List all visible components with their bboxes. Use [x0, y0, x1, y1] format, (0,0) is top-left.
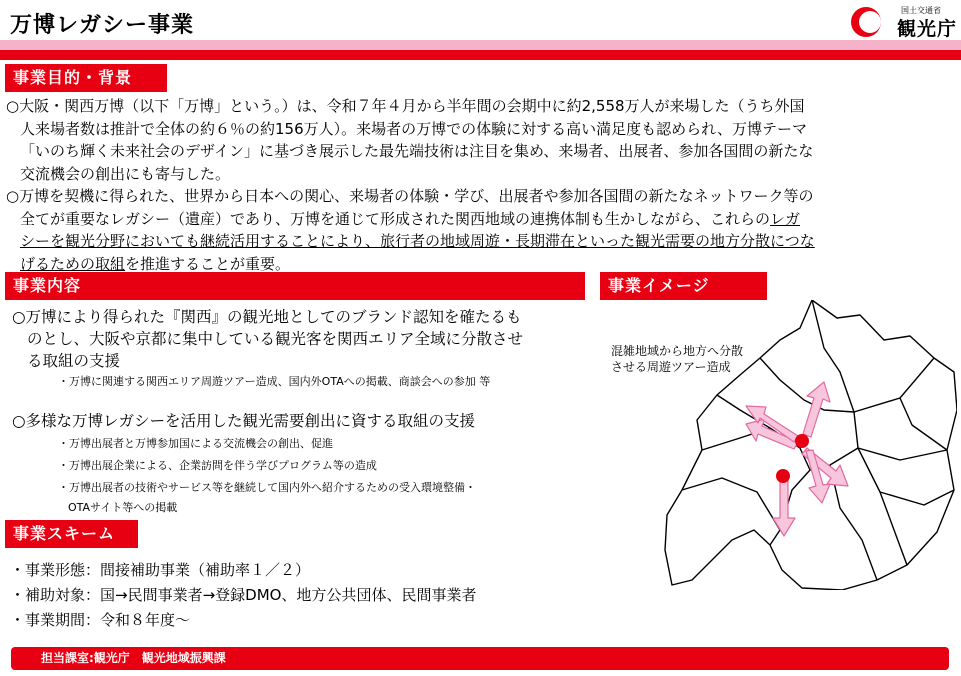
content-item-2-detail-3: ・万博出展者の技術やサービス等を継続して国内外へ紹介するための受入環境整備・	[58, 481, 476, 494]
logo-agency-text: 観光庁	[897, 18, 958, 40]
arrow-icon	[773, 480, 795, 536]
map-border	[682, 478, 780, 530]
underlined-text: げるための取組	[20, 254, 126, 273]
map-caption: 混雑地域から地方へ分散 させる周遊ツアー造成	[611, 344, 744, 374]
logo-ministry-text: 国土交通省	[901, 6, 941, 15]
kyoto-location-dot	[795, 434, 809, 448]
page-title: 万博レガシー事業	[10, 13, 195, 38]
content-item-2-detail-1: ・万博出展者と万博参加国による交流機会の創出、促進	[58, 437, 333, 450]
map-border	[812, 300, 858, 448]
scheme-type: ・事業形態：間接補助事業（補助率１／２）	[10, 561, 311, 579]
section-heading-purpose: 事業目的・背景	[5, 64, 167, 92]
underlined-text: シーを観光分野においても継続活用することにより、	[20, 232, 381, 250]
content-item-1-detail: ・万博に関連する関西エリア周遊ツアー造成、国内外OTAへの掲載、商談会への参加 等	[58, 375, 491, 388]
content-item-2-detail-2: ・万博出展企業による、企業訪問を伴う学びプログラム等の造成	[58, 459, 377, 472]
map-border	[880, 490, 954, 505]
purpose-paragraph-1: ○大阪・関西万博（以下「万博」という。）は、令和７年４月から半年間の会期中に約2,558万人が来場した（うち外国 人来場者数は推計で全体の約６％の約156万人）。来場者の万博での体験に対する高い満足度も認められ、万博テーマ 「いのち輝く未来社会のデザイン」に基づき展示した最先端技術は注目を集め、来場者、出展者、参加各国間の新たな 交流機会の創出にも寄与した。	[6, 97, 814, 183]
underlined-text: 旅行者の地域周遊・長期滞在といった観光需要の地方分散につな	[380, 232, 815, 250]
logo-mark-icon	[851, 7, 881, 37]
responsible-office-footer: 担当課室:観光庁 観光地域振興課	[11, 647, 949, 670]
section-heading-image: 事業イメージ	[600, 272, 767, 300]
purpose-paragraph-2: ○万博を契機に得られた、世界から日本への関心、来場者の体験・学び、出展者や参加各国間の新たなネットワーク等の 全てが重要なレガシー（遺産）であり、万博を通じて形成された関西地域の連携体制も生かしながら、これらのレガ シーを観光分野においても継続活用することにより、旅行者の地域周遊・長期滞在といった観光需要の地方分散につな げるための取組を推進することが重要。	[6, 187, 815, 273]
header-divider-red	[0, 50, 961, 60]
map-border	[770, 470, 810, 545]
section-heading-scheme: 事業スキーム	[5, 520, 138, 548]
map-border	[900, 398, 947, 450]
kansai-map-illustration	[662, 300, 957, 590]
scheme-target: ・補助対象：国→民間事業者→登録DMO、地方公共団体、民間事業者	[10, 586, 477, 604]
osaka-location-dot	[776, 469, 790, 483]
map-coastline	[665, 300, 957, 590]
content-item-2-detail-3-cont: OTAサイト等への掲載	[68, 501, 178, 514]
header-divider-pink	[0, 40, 961, 50]
underlined-text: レガ	[770, 209, 801, 228]
content-item-2: ○多様な万博レガシーを活用した観光需要創出に資する取組の支援	[12, 412, 476, 430]
map-border	[760, 358, 934, 412]
content-item-1: ○万博により得られた『関西』の観光地としてのブランド認知を確たるも のとし、大阪や京都に集中している観光客を関西エリア全域に分散させ る取組の支援	[12, 308, 524, 370]
section-heading-content: 事業内容	[5, 272, 585, 300]
scheme-period: ・事業期間：令和８年度～	[10, 611, 191, 629]
mlit-logo	[851, 4, 957, 38]
